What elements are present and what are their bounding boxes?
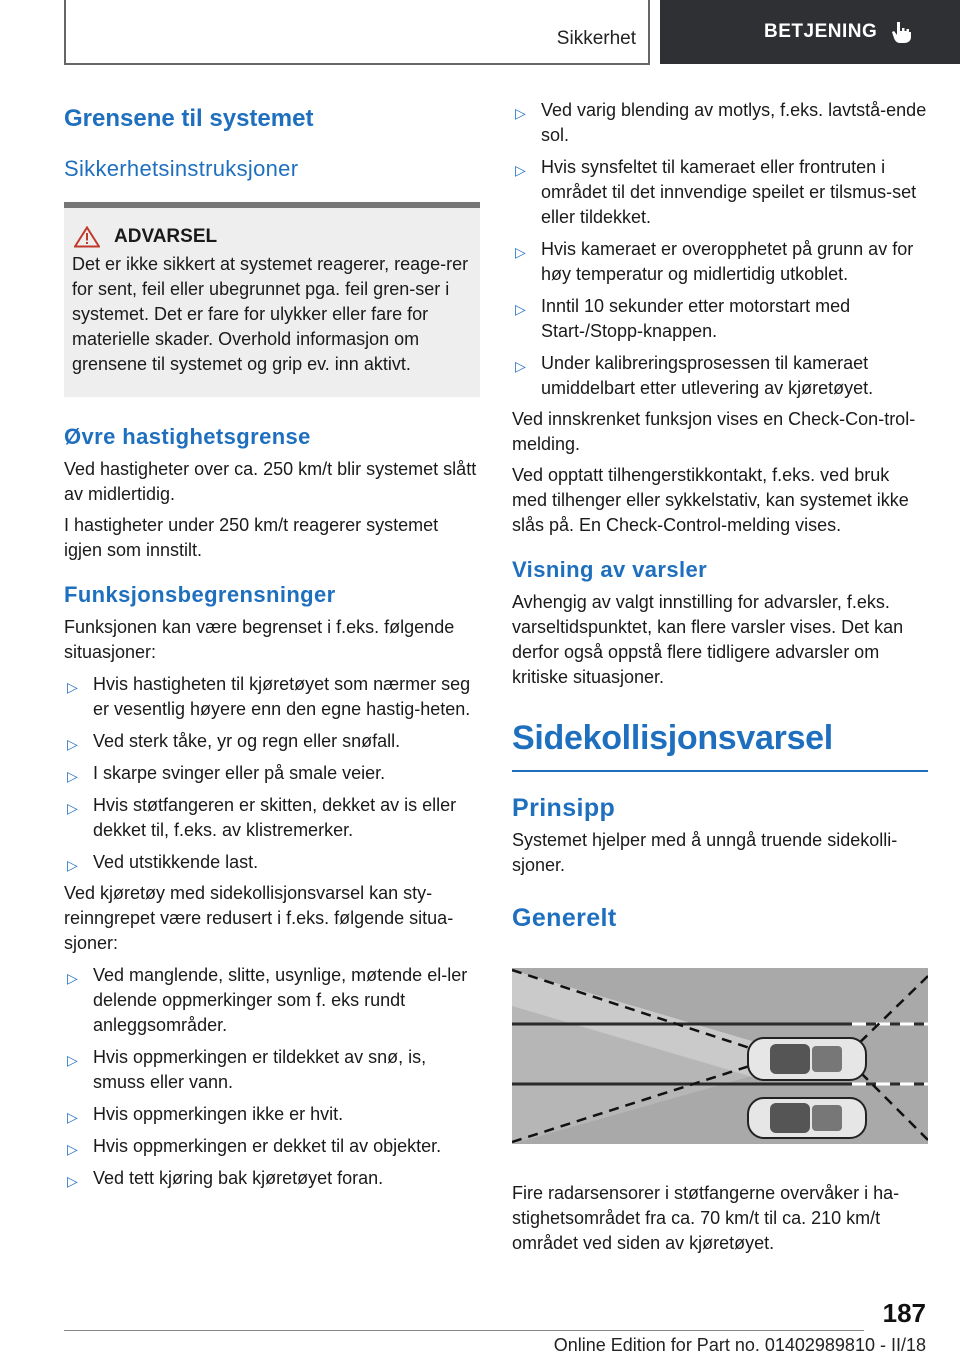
triangle-bullet-icon: ▷ [515, 105, 526, 121]
list-item: ▷ Ved sterk tåke, yr og regn eller snøfall. [64, 729, 480, 754]
chapter-heading-side-collision: Sidekollisjonsvarsel [512, 716, 928, 772]
heading-speed-limit: Øvre hastighetsgrense [64, 424, 311, 449]
list-item: ▷ Hvis støtfangeren er skitten, dekket av is eller dekket til, f.eks. av klistremerker. [67, 795, 457, 840]
limits-intro-2: Ved kjøretøy med sidekollisjonsvarsel kan sty-reinngrepet være redusert i f.eks. følgende situa-sjoner: [64, 883, 454, 953]
triangle-bullet-icon: ▷ [67, 1173, 78, 1189]
triangle-bullet-icon: ▷ [67, 970, 78, 986]
list-item: ▷ Ved utstikkende last. [64, 850, 480, 875]
warning-box [64, 202, 480, 397]
list-item: ▷ Under kalibreringsprosessen til kameraet umiddelbart etter utlevering av kjøretøyet. [515, 353, 874, 398]
triangle-bullet-icon: ▷ [67, 800, 78, 816]
triangle-bullet-icon: ▷ [67, 679, 78, 695]
limits-list-2 [64, 963, 480, 1191]
triangle-bullet-icon: ▷ [67, 736, 78, 752]
list-item: ▷ Ved manglende, slitte, usynlige, møtende el-ler delende oppmerkinger som f. eks rundt anleggsområder. [67, 965, 468, 1035]
warning-text: Det er ikke sikkert at systemet reagerer, reage-rer for sent, feil eller ubegrunnet pga. feil gren-ser i systemet. Det er fare for ulykker eller fare for materielle skader. Overhold informasjon om grensene til systemet og grip ev. inn aktivt. [72, 254, 469, 374]
list-item: ▷ Ved tett kjøring bak kjøretøyet foran. [64, 1166, 480, 1191]
warning-triangle-icon [74, 226, 100, 248]
vehicle-own [748, 1038, 866, 1080]
heading-system-limits: Grensene til systemet [64, 105, 314, 132]
warning-header [74, 226, 470, 248]
list-item: ▷ Hvis oppmerkingen ikke er hvit. [64, 1102, 480, 1127]
right-column [512, 96, 928, 1256]
list-item: ▷ Hvis hastigheten til kjøretøyet som nærmer seg er vesentlig høyere enn den egne hastig-heten. [67, 674, 471, 719]
list-item: ▷ Hvis synsfeltet til kameraet eller frontruten i området til det innvendige speilet er tilsmus-set eller tildekket. [515, 157, 917, 227]
heading-general: Generelt [512, 904, 617, 932]
triangle-bullet-icon: ▷ [515, 358, 526, 374]
list-item: ▷ Inntil 10 sekunder etter motorstart med Start-/Stopp-knappen. [515, 296, 851, 341]
limits-list [64, 672, 480, 875]
triangle-bullet-icon: ▷ [515, 244, 526, 260]
speed-paragraph-1: Ved hastigheter over ca. 250 km/t blir systemet slått av midlertidig. [64, 459, 477, 504]
header-rule-right [648, 0, 650, 64]
list-item: ▷ Hvis oppmerkingen er dekket til av objekter. [64, 1134, 480, 1159]
heading-safety-instructions: Sikkerhetsinstruksjoner [64, 156, 299, 181]
speed-paragraph-2: I hastigheter under 250 km/t reagerer systemet igjen som innstilt. [64, 515, 439, 560]
trailer-paragraph: Ved opptatt tilhengerstikkontakt, f.eks. ved bruk med tilhenger eller sykkelstativ, kan systemet ikke slås på. En Check-Control-melding vises. [512, 465, 909, 535]
triangle-bullet-icon: ▷ [67, 1052, 78, 1068]
triangle-bullet-icon: ▷ [515, 162, 526, 178]
principle-text: Systemet hjelper med å unngå truende sidekolli-sjoner. [512, 830, 898, 875]
triangle-bullet-icon: ▷ [67, 857, 78, 873]
heading-principle: Prinsipp [512, 794, 616, 822]
header-rule-bottom [64, 63, 650, 65]
triangle-bullet-icon: ▷ [67, 1141, 78, 1157]
footer-edition: Online Edition for Part no. 01402989810 - II/18 [553, 1335, 926, 1355]
page-number: 187 [882, 1298, 926, 1328]
section-title: Sikkerhet [556, 28, 636, 49]
general-text: Fire radarsensorer i støtfangerne overvåker i ha-stighetsområdet fra ca. 70 km/t til ca. 210 km/t området ved siden av kjøretøyet. [512, 1183, 900, 1253]
triangle-bullet-icon: ▷ [515, 301, 526, 317]
footer-rule [64, 1330, 864, 1331]
triangle-bullet-icon: ▷ [67, 768, 78, 784]
radar-coverage-illustration [512, 946, 928, 1166]
hand-pointer-icon [891, 20, 913, 44]
list-item: ▷ I skarpe svinger eller på smale veier. [64, 761, 480, 786]
list-item: ▷ Hvis kameraet er overopphetet på grunn av for høy temperatur og midlertidig utkoblet. [515, 239, 914, 284]
triangle-bullet-icon: ▷ [67, 1109, 78, 1125]
warning-title: ADVARSEL [114, 226, 218, 247]
limits-intro: Funksjonen kan være begrenset i f.eks. følgende situasjoner: [64, 617, 455, 662]
vehicle-other [748, 1098, 866, 1138]
chapter-tab [660, 0, 960, 64]
limits-list-continued [512, 98, 928, 401]
list-item: ▷ Ved varig blending av motlys, f.eks. lavtstå-ende sol. [515, 100, 927, 145]
left-column [64, 96, 480, 1191]
check-control-paragraph: Ved innskrenket funksjon vises en Check-Con-trol-melding. [512, 409, 916, 454]
list-item: ▷ Hvis oppmerkingen er tildekket av snø, is, smuss eller vann. [67, 1047, 427, 1092]
header-rule-left [64, 0, 66, 64]
chapter-title: BETJENING [764, 21, 878, 42]
heading-function-limits: Funksjonsbegrensninger [64, 582, 336, 607]
heading-warning-display: Visning av varsler [512, 557, 708, 582]
warning-display-text: Avhengig av valgt innstilling for advarsler, f.eks. varseltidspunktet, kan flere varsler vises. Det kan derfor også oppstå flere tidligere advarsler om kritiske situasjoner. [512, 592, 904, 687]
